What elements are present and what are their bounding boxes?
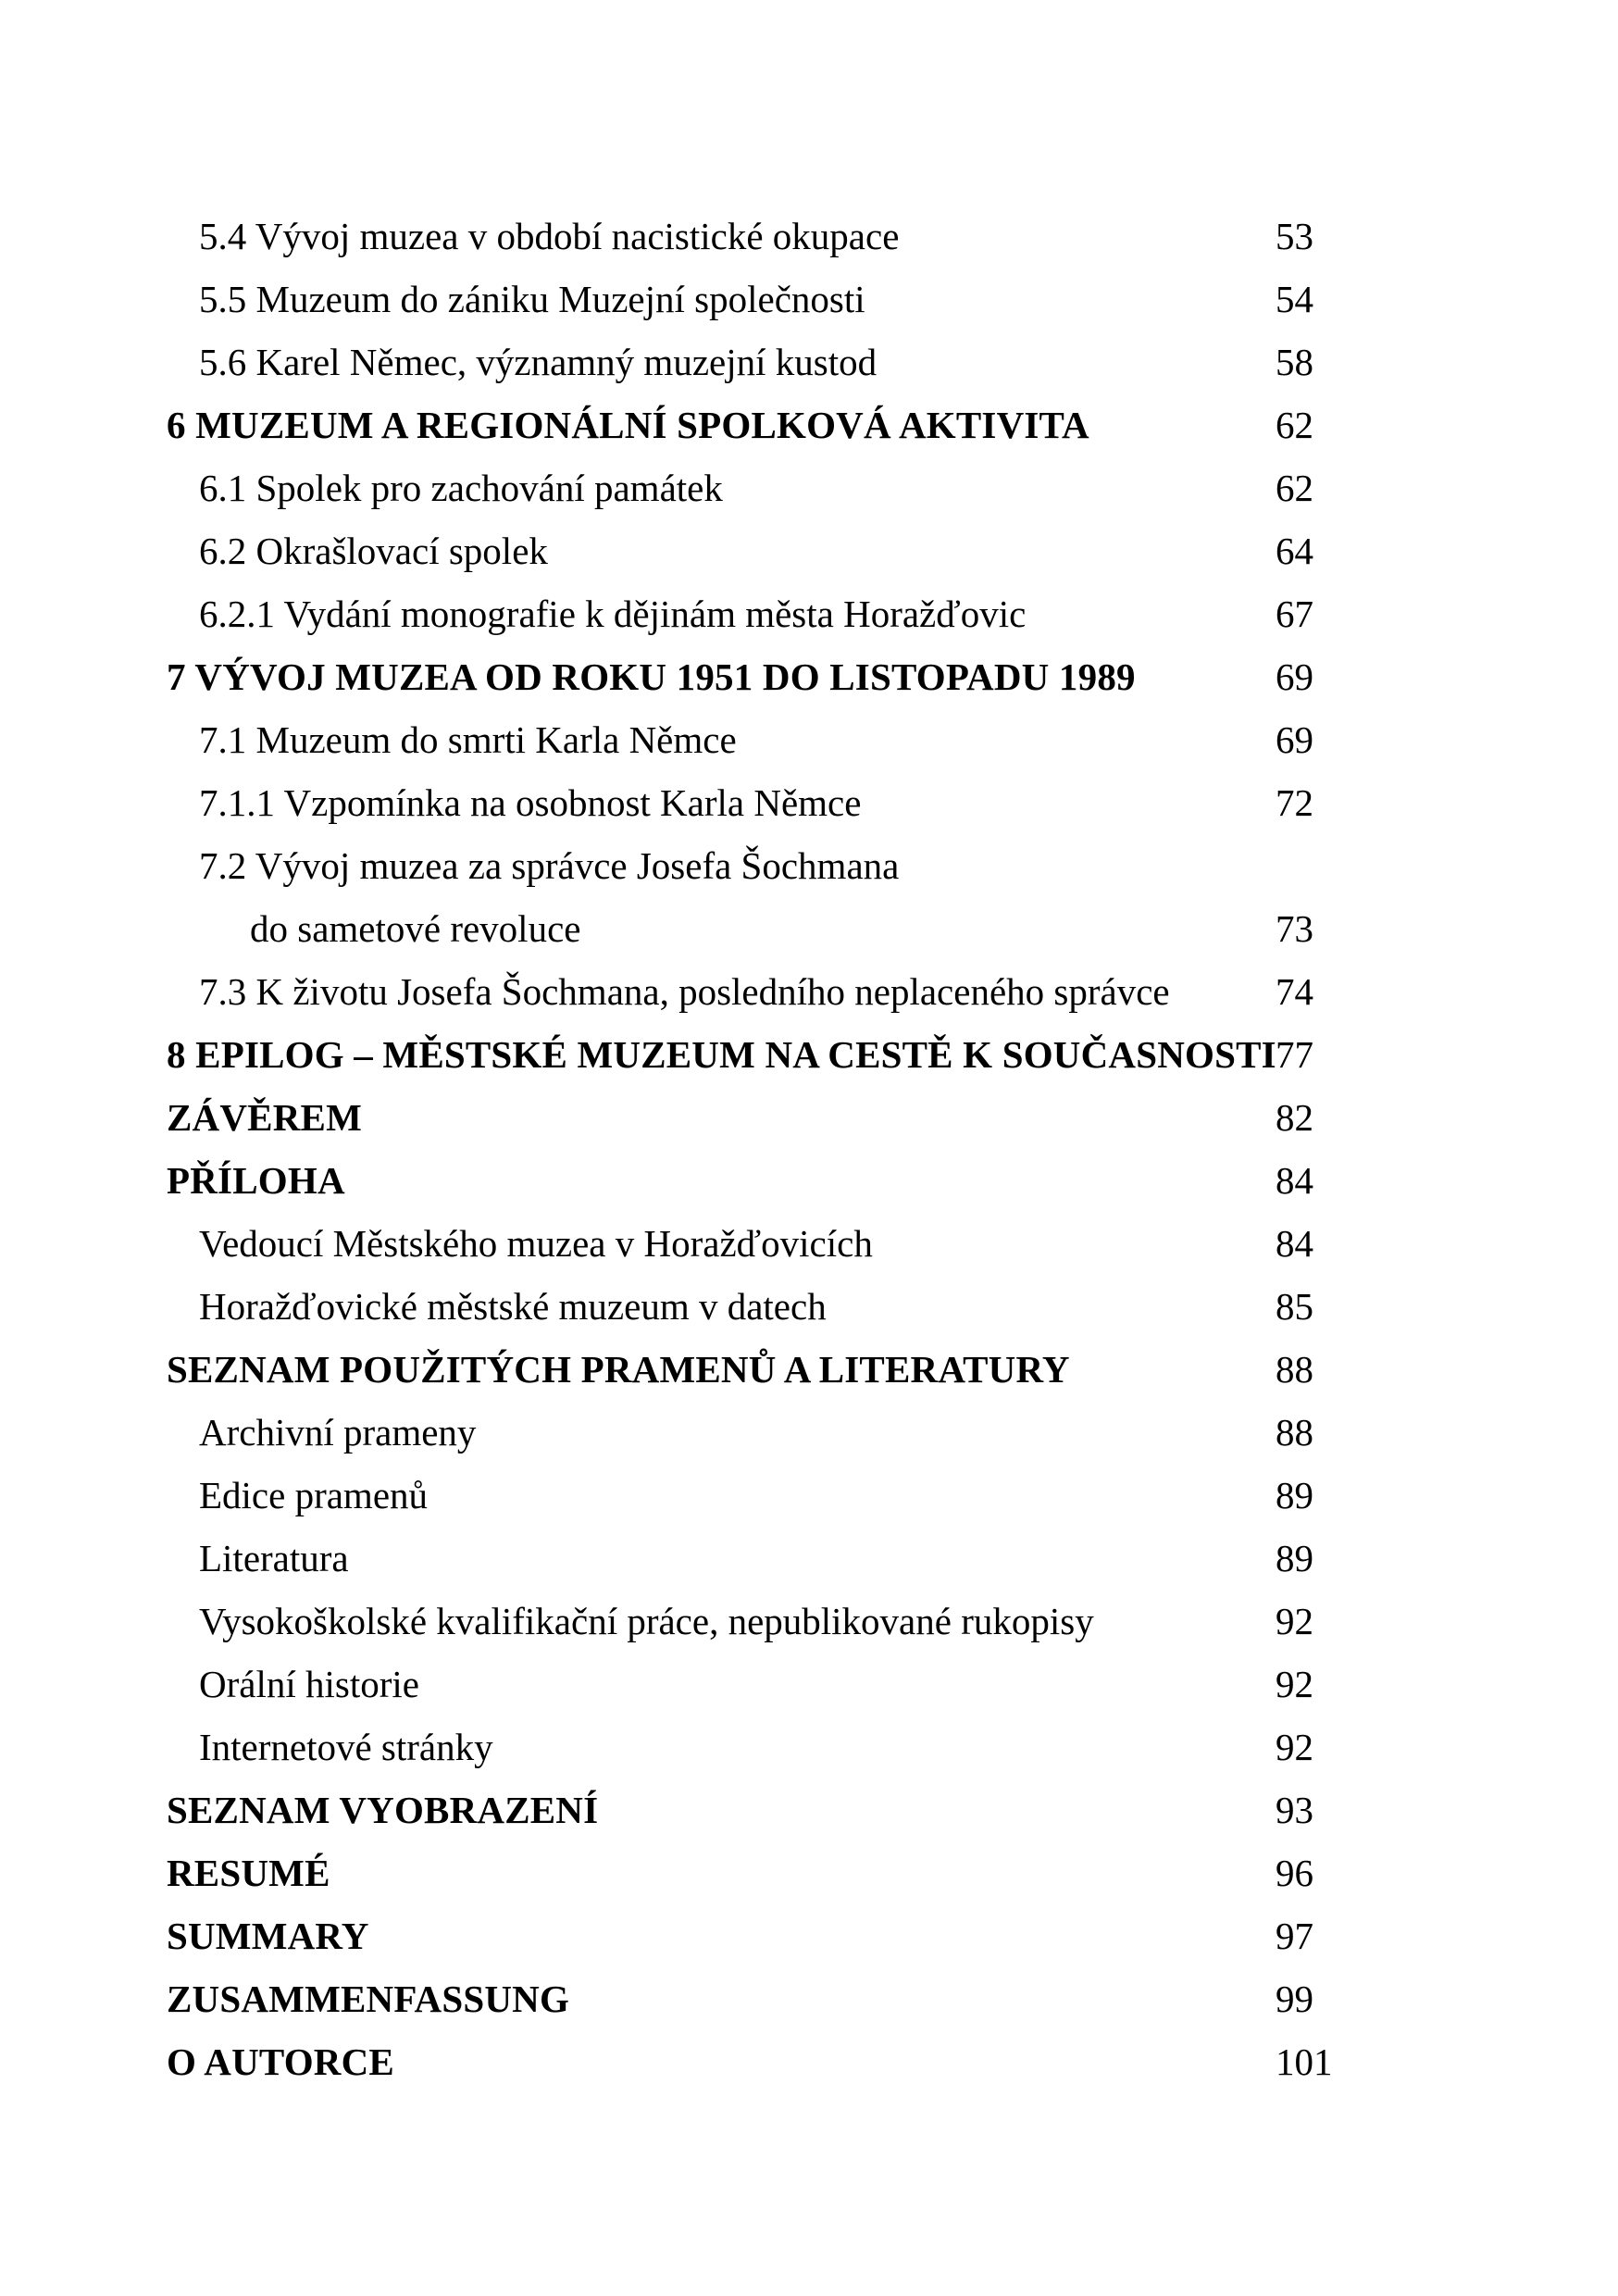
toc-entry-page: 74 bbox=[1276, 970, 1313, 1013]
toc-entry-label: ZUSAMMENFASSUNG bbox=[167, 1978, 570, 2020]
toc-entry bbox=[0, 1841, 1618, 1904]
toc-entry bbox=[0, 960, 1618, 1023]
toc-entry-page: 82 bbox=[1276, 1096, 1313, 1139]
toc-entry-label: ZÁVĚREM bbox=[167, 1096, 362, 1139]
toc-entry-label: Edice pramenů bbox=[199, 1474, 429, 1516]
toc-entry bbox=[0, 708, 1618, 771]
toc-entry bbox=[0, 1904, 1618, 1967]
toc-entry-page: 88 bbox=[1276, 1348, 1313, 1391]
toc-entry bbox=[0, 1086, 1618, 1149]
toc-entry-page: 77 bbox=[1276, 1033, 1313, 1076]
toc-entry bbox=[0, 1527, 1618, 1590]
toc-entry-label: RESUMÉ bbox=[167, 1852, 330, 1894]
toc-entry-label: Vysokoškolské kvalifikační práce, nepublikované rukopisy bbox=[199, 1600, 1094, 1642]
toc-entry bbox=[0, 1401, 1618, 1464]
toc-entry-page: 88 bbox=[1276, 1411, 1313, 1454]
toc-entry-label: SEZNAM POUŽITÝCH PRAMENŮ A LITERATURY bbox=[167, 1348, 1070, 1391]
toc-entry-page: 69 bbox=[1276, 718, 1313, 761]
toc-entry-label: SUMMARY bbox=[167, 1915, 369, 1957]
toc-entry-page: 93 bbox=[1276, 1789, 1313, 1831]
toc-entry-page: 97 bbox=[1276, 1915, 1313, 1957]
toc-entry-label: PŘÍLOHA bbox=[167, 1159, 345, 1202]
toc-entry-page: 62 bbox=[1276, 404, 1313, 446]
toc-entry bbox=[0, 582, 1618, 645]
toc-entry-label: 6.2.1 Vydání monografie k dějinám města Horažďovic bbox=[199, 593, 1027, 635]
toc-entry bbox=[0, 1275, 1618, 1338]
toc-entry-label: Vedoucí Městského muzea v Horažďovicích bbox=[199, 1222, 873, 1265]
toc-entry-label: Literatura bbox=[199, 1537, 349, 1579]
toc-entry-label: 7.1.1 Vzpomínka na osobnost Karla Němce bbox=[199, 781, 862, 824]
toc-entry-page: 99 bbox=[1276, 1978, 1313, 2020]
toc-entry bbox=[0, 1967, 1618, 2030]
toc-entry-page: 58 bbox=[1276, 341, 1313, 383]
toc-entry bbox=[0, 1778, 1618, 1841]
toc-entry bbox=[0, 205, 1618, 268]
toc-entry-page: 54 bbox=[1276, 278, 1313, 320]
toc-entry bbox=[0, 771, 1618, 834]
toc-entry bbox=[0, 1338, 1618, 1401]
toc-entry-label: do sametové revoluce bbox=[250, 907, 581, 950]
toc-entry-label: 6 MUZEUM A REGIONÁLNÍ SPOLKOVÁ AKTIVITA bbox=[167, 404, 1089, 446]
toc-entry-label: SEZNAM VYOBRAZENÍ bbox=[167, 1789, 599, 1831]
toc-entry-label: 6.2 Okrašlovací spolek bbox=[199, 530, 548, 572]
toc-entry-page: 72 bbox=[1276, 781, 1313, 824]
toc-entry-label: Orální historie bbox=[199, 1663, 419, 1705]
toc-entry bbox=[0, 519, 1618, 582]
toc-entry-label: O AUTORCE bbox=[167, 2040, 394, 2083]
toc-entry-label: 8 EPILOG – MĚSTSKÉ MUZEUM NA CESTĚ K SOUČASNOSTI bbox=[167, 1033, 1276, 1076]
toc-entry bbox=[0, 1716, 1618, 1778]
toc-entry bbox=[0, 2030, 1618, 2093]
toc-entry-label: Internetové stránky bbox=[199, 1726, 493, 1768]
toc-entry-label: 5.6 Karel Němec, významný muzejní kustod bbox=[199, 341, 877, 383]
toc-entry-page: 84 bbox=[1276, 1159, 1313, 1202]
toc-entry-label: 7.1 Muzeum do smrti Karla Němce bbox=[199, 718, 737, 761]
toc-entry-label: 7.2 Vývoj muzea za správce Josefa Šochmana bbox=[199, 844, 900, 887]
toc-entry-page: 85 bbox=[1276, 1285, 1313, 1328]
toc-entry-page: 69 bbox=[1276, 655, 1313, 698]
toc-entry-label: 7.3 K životu Josefa Šochmana, posledního neplaceného správce bbox=[199, 970, 1170, 1013]
toc-entry bbox=[0, 897, 1618, 960]
toc-entry bbox=[0, 645, 1618, 708]
toc-entry-page: 67 bbox=[1276, 593, 1313, 635]
toc-entry-page: 92 bbox=[1276, 1663, 1313, 1705]
toc-entry-page: 96 bbox=[1276, 1852, 1313, 1894]
toc-entry bbox=[0, 1149, 1618, 1212]
toc-entry-label: 5.4 Vývoj muzea v období nacistické okupace bbox=[199, 215, 900, 257]
toc-entry bbox=[0, 1590, 1618, 1653]
toc-entry-label: Horažďovické městské muzeum v datech bbox=[199, 1285, 827, 1328]
toc-entry-page: 62 bbox=[1276, 467, 1313, 509]
toc-entry-page: 92 bbox=[1276, 1726, 1313, 1768]
toc-entry bbox=[0, 1023, 1618, 1086]
toc-entry-page: 89 bbox=[1276, 1537, 1313, 1579]
toc-entry-label: 6.1 Spolek pro zachování památek bbox=[199, 467, 723, 509]
toc-entry-label: 7 VÝVOJ MUZEA OD ROKU 1951 DO LISTOPADU 1989 bbox=[167, 655, 1136, 698]
toc-list bbox=[0, 205, 1618, 2093]
toc-entry bbox=[0, 456, 1618, 519]
toc-entry bbox=[0, 1464, 1618, 1527]
toc-entry bbox=[0, 331, 1618, 393]
toc-entry-page: 92 bbox=[1276, 1600, 1313, 1642]
toc-entry-page: 101 bbox=[1276, 2040, 1333, 2083]
toc-entry-label: Archivní prameny bbox=[199, 1411, 477, 1454]
toc-entry bbox=[0, 834, 1618, 897]
toc-entry bbox=[0, 1653, 1618, 1716]
toc-entry-page: 73 bbox=[1276, 907, 1313, 950]
toc-entry-label: 5.5 Muzeum do zániku Muzejní společnosti bbox=[199, 278, 865, 320]
toc-entry-page: 84 bbox=[1276, 1222, 1313, 1265]
toc-entry-page: 89 bbox=[1276, 1474, 1313, 1516]
toc-entry bbox=[0, 393, 1618, 456]
toc-entry-page: 64 bbox=[1276, 530, 1313, 572]
toc-entry-page: 53 bbox=[1276, 215, 1313, 257]
toc-entry bbox=[0, 1212, 1618, 1275]
toc-entry bbox=[0, 268, 1618, 331]
